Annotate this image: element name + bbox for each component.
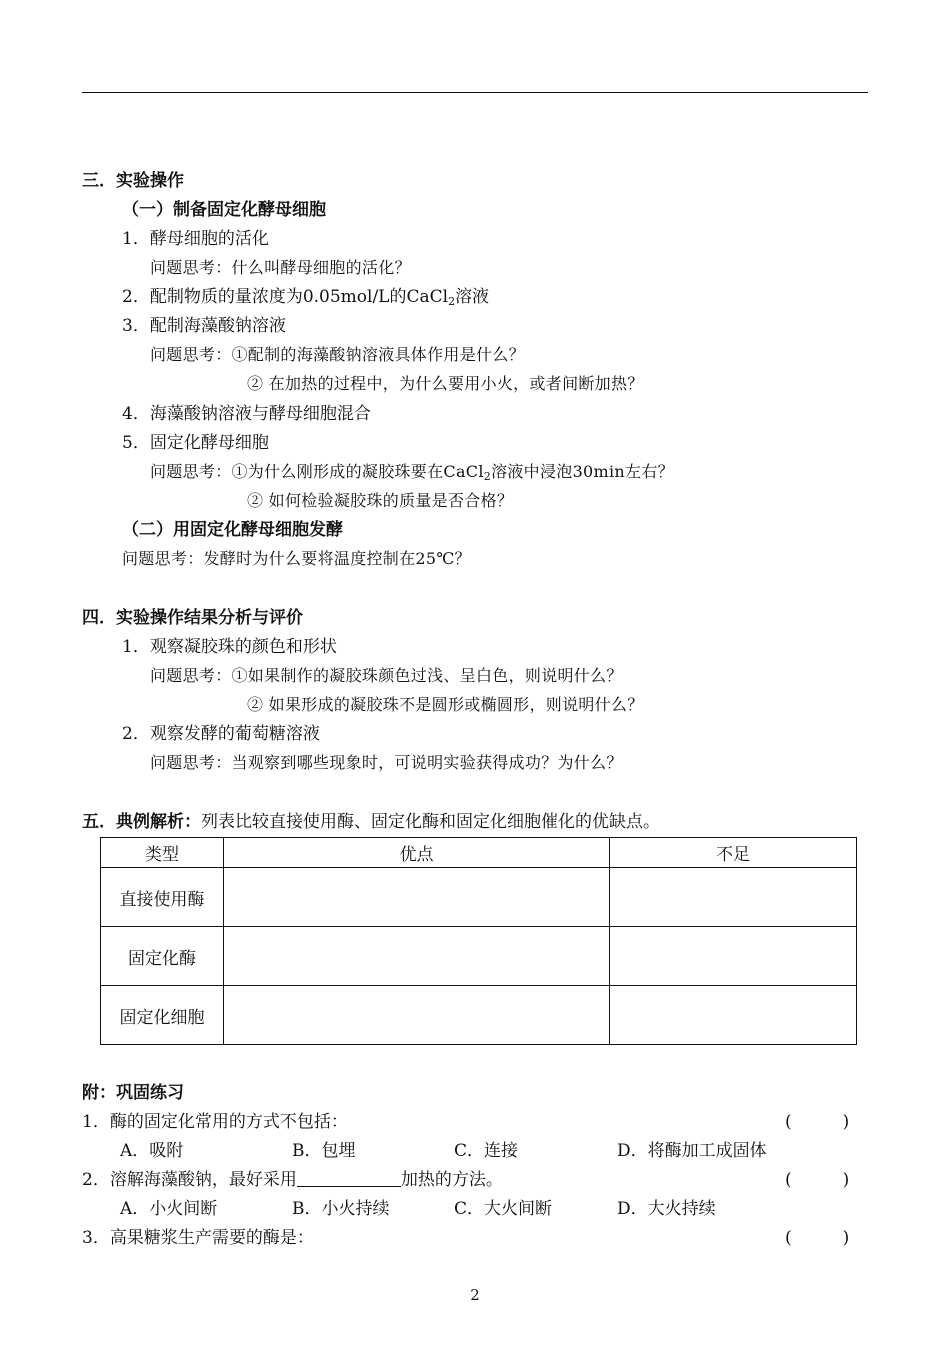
exercise-2-option-d: D．大火持续 [617, 1199, 716, 1219]
exercise-1-option-b: B．包埋 [292, 1141, 356, 1161]
exercise-2-option-b: B．小火持续 [292, 1199, 390, 1219]
row-label: 固定化细胞 [101, 986, 224, 1045]
observe-step-1-question-2: ② 如果形成的凝胶珠不是圆形或椭圆形，则说明什么？ [247, 695, 644, 714]
step-3-question-2: ② 在加热的过程中，为什么要用小火，或者间断加热？ [247, 374, 644, 393]
row-label: 固定化酶 [101, 927, 224, 986]
table-header-cell: 类型 [101, 838, 224, 868]
advantage-cell [224, 927, 610, 986]
table-header-row [101, 838, 857, 868]
fill-in-blank [297, 1170, 401, 1187]
table-row [101, 927, 857, 986]
table-header-cell: 不足 [610, 838, 857, 868]
step-5-question-2: ② 如何检验凝胶珠的质量是否合格？ [247, 491, 514, 510]
answer-blank-3: ( ) [785, 1228, 850, 1248]
step-5-question-1: 问题思考：①为什么刚形成的凝胶珠要在CaCl$_2$溶液中浸泡30min左右？ [150, 462, 674, 483]
section-5-title: 五．典例解析： [82, 812, 201, 832]
table-row [101, 868, 857, 927]
exercise-1-option-a: A．吸附 [120, 1141, 184, 1161]
step-1-question: 问题思考：什么叫酵母细胞的活化？ [150, 258, 411, 277]
step-3: 3．配制海藻酸钠溶液 [122, 316, 286, 336]
answer-blank-2: ( ) [785, 1170, 850, 1190]
section-4-title: 四．实验操作结果分析与评价 [82, 608, 303, 628]
step-2: 2．配制物质的量浓度为0.05mol/L的CaCl$_2$溶液 [122, 287, 490, 308]
exercise-2: 2．溶解海藻酸钠，最好采用 加热的方法。 [82, 1170, 503, 1190]
step-4: 4．海藻酸钠溶液与酵母细胞混合 [122, 404, 371, 424]
observe-step-1: 1．观察凝胶珠的颜色和形状 [122, 637, 337, 657]
observe-step-2: 2．观察发酵的葡萄糖溶液 [122, 724, 320, 744]
advantage-cell [224, 868, 610, 927]
row-label: 直接使用酶 [101, 868, 224, 927]
subsection-1-title: （一）制备固定化酵母细胞 [122, 200, 326, 220]
advantage-cell [224, 986, 610, 1045]
subsection-2-question: 问题思考：发酵时为什么要将温度控制在25℃？ [122, 549, 471, 568]
exercise-2-option-a: A．小火间断 [120, 1199, 218, 1219]
appendix-title: 附：巩固练习 [82, 1083, 184, 1103]
exercise-1: 1．酶的固定化常用的方式不包括： [82, 1112, 348, 1132]
subsection-2-title: （二）用固定化酵母细胞发酵 [122, 520, 343, 540]
section-3-title: 三．实验操作 [82, 171, 184, 191]
table-row [101, 986, 857, 1045]
exercise-1-option-d: D．将酶加工成固体 [617, 1141, 767, 1161]
table-header-cell: 优点 [224, 838, 610, 868]
observe-step-1-question-1: 问题思考：①如果制作的凝胶珠颜色过浅、呈白色，则说明什么？ [150, 666, 623, 685]
step-5: 5．固定化酵母细胞 [122, 433, 269, 453]
answer-blank-1: ( ) [785, 1112, 850, 1132]
disadvantage-cell [610, 986, 857, 1045]
observe-step-2-question: 问题思考：当观察到哪些现象时，可说明实验获得成功？为什么？ [150, 753, 623, 772]
disadvantage-cell [610, 868, 857, 927]
disadvantage-cell [610, 927, 857, 986]
comparison-table [100, 837, 857, 1045]
step-1: 1．酵母细胞的活化 [122, 229, 269, 249]
section-5-text: 列表比较直接使用酶、固定化酶和固定化细胞催化的优缺点。 [201, 812, 660, 832]
exercise-3: 3．高果糖浆生产需要的酶是： [82, 1228, 314, 1248]
section-5-line [82, 811, 660, 833]
step-3-question-1: 问题思考：①配制的海藻酸钠溶液具体作用是什么？ [150, 345, 525, 364]
header-rule [82, 92, 868, 93]
page-number: 2 [470, 1286, 480, 1304]
exercise-1-option-c: C．连接 [454, 1141, 519, 1161]
exercise-2-option-c: C．大火间断 [454, 1199, 553, 1219]
